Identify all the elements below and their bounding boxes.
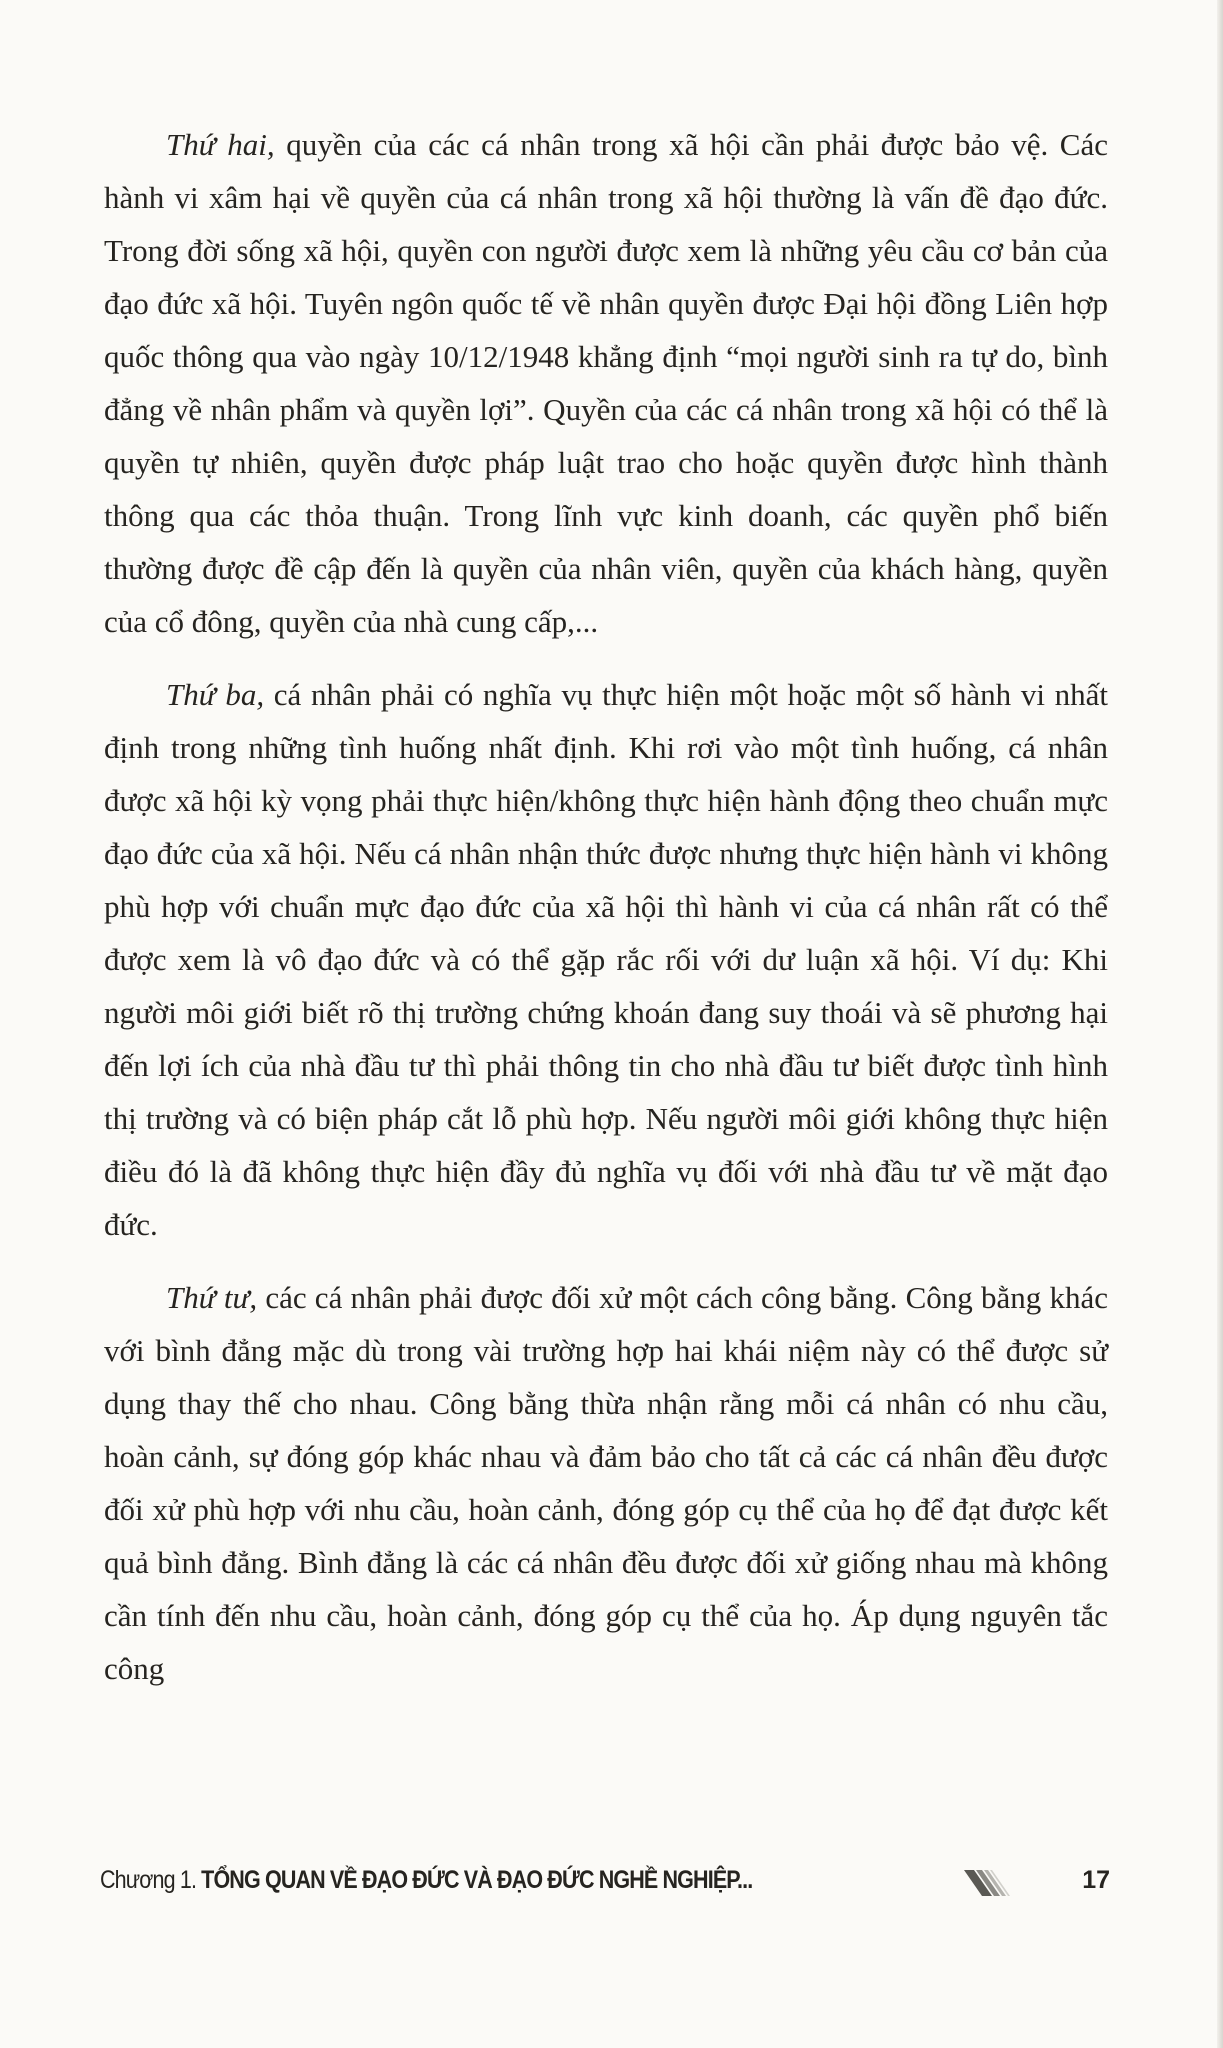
paragraph-body: cá nhân phải có nghĩa vụ thực hiện một hoặc một số hành vi nhất định trong những tình huống nhất định. Khi rơi vào một tình huống, cá nhân được xã hội kỳ vọng phải thực hiện/không thực hiện hành động theo chuẩn mực đạo đức của xã hội. Nếu cá nhân nhận thức được nhưng thực hiện hành vi không phù hợp với chuẩn mực đạo đức của xã hội thì hành vi của cá nhân rất có thể được xem là vô đạo đức và có thể gặp rắc rối với dư luận xã hội. Ví dụ: Khi người môi giới biết rõ thị trường chứng khoán đang suy thoái và sẽ phương hại đến lợi ích của nhà đầu tư thì phải thông tin cho nhà đầu tư biết được tình hình thị trường và có biện pháp cắt lỗ phù hợp. Nếu người môi giới không thực hiện điều đó là đã không thực hiện đầy đủ nghĩa vụ đối với nhà đầu tư về mặt đạo đức. (104, 677, 1108, 1242)
body-text (104, 118, 1108, 1695)
paragraph-thu-hai (104, 118, 1108, 648)
page-footer (100, 1866, 1110, 1906)
paragraph-lead: Thứ hai, (166, 127, 275, 162)
paragraph-thu-tu (104, 1271, 1108, 1695)
paragraph-lead: Thứ tư, (166, 1280, 258, 1315)
chapter-title: TỔNG QUAN VỀ ĐẠO ĐỨC VÀ ĐẠO ĐỨC NGHỀ NGHIỆP... (201, 1866, 753, 1894)
page-edge-shadow (1217, 0, 1223, 2048)
hatched-stripes-icon (962, 1868, 1014, 1898)
chapter-prefix: Chương 1. (100, 1866, 202, 1894)
paragraph-body: các cá nhân phải được đối xử một cách công bằng. Công bằng khác với bình đẳng mặc dù trong vài trường hợp hai khái niệm này có thể được sử dụng thay thế cho nhau. Công bằng thừa nhận rằng mỗi cá nhân có nhu cầu, hoàn cảnh, sự đóng góp khác nhau và đảm bảo cho tất cả các cá nhân đều được đối xử phù hợp với nhu cầu, hoàn cảnh, đóng góp cụ thể của họ để đạt được kết quả bình đẳng. Bình đẳng là các cá nhân đều được đối xử giống nhau mà không cần tính đến nhu cầu, hoàn cảnh, đóng góp cụ thể của họ. Áp dụng nguyên tắc công (104, 1280, 1108, 1686)
paragraph-body: quyền của các cá nhân trong xã hội cần phải được bảo vệ. Các hành vi xâm hại về quyền của cá nhân trong xã hội thường là vấn đề đạo đức. Trong đời sống xã hội, quyền con người được xem là những yêu cầu cơ bản của đạo đức xã hội. Tuyên ngôn quốc tế về nhân quyền được Đại hội đồng Liên hợp quốc thông qua vào ngày 10/12/1948 khẳng định “mọi người sinh ra tự do, bình đẳng về nhân phẩm và quyền lợi”. Quyền của các cá nhân trong xã hội có thể là quyền tự nhiên, quyền được pháp luật trao cho hoặc quyền được hình thành thông qua các thỏa thuận. Trong lĩnh vực kinh doanh, các quyền phổ biến thường được đề cập đến là quyền của nhân viên, quyền của khách hàng, quyền của cổ đông, quyền của nhà cung cấp,... (104, 127, 1109, 639)
paragraph-thu-ba (104, 668, 1108, 1251)
paragraph-lead: Thứ ba, (166, 677, 265, 712)
running-chapter-title (100, 1866, 752, 1895)
page-number: 17 (1082, 1866, 1110, 1894)
